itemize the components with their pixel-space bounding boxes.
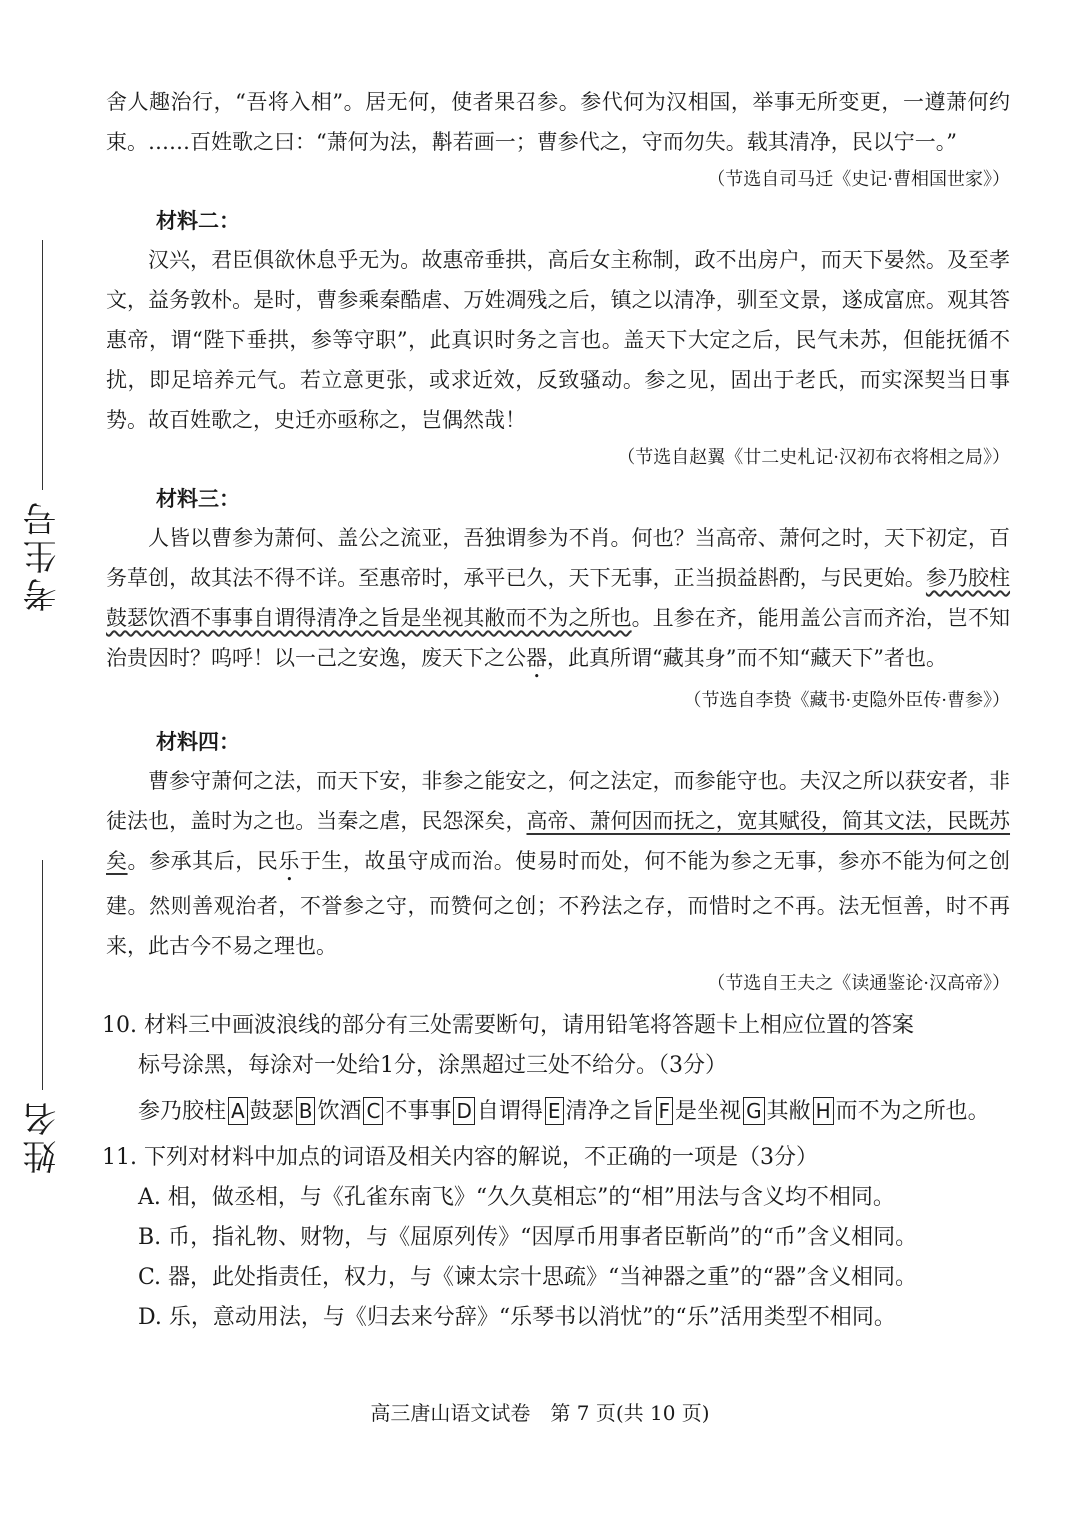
material4-title: 材料四： [156, 730, 240, 754]
page-footer: 高三唐山语文试卷 第 7 页(共 10 页) [370, 1401, 710, 1425]
q10-option-box[interactable]: B [296, 1097, 316, 1125]
q10-option-box[interactable]: A [228, 1097, 248, 1125]
material3-text [106, 518, 1010, 683]
material4-source: （节选自王夫之《读通鉴论·汉高帝》） [707, 973, 1010, 994]
q10-seg-text: 是坐视 [675, 1099, 742, 1124]
material3-text-b: 。且参在齐，能用盖公言而齐治，岂不知治贵因时？呜呼！以一己之安逸，废天下之公 [106, 606, 1010, 670]
q10-option-box[interactable]: D [453, 1097, 474, 1125]
q10-option-box[interactable]: F [656, 1097, 674, 1125]
material2-text: 汉兴，君臣俱欲休息乎无为。故惠帝垂拱，高后女主称制，政不出房户，而天下晏然。及至孝文，益务敦朴。是时，曹参乘秦酷虐、万姓凋残之后，镇之以清净，驯至文景，遂成富庶。观其答惠帝，谓“陛下垂拱，参等守职”，此真识时务之言也。盖天下大定之后，民气未苏，但能抚循不扰，即足培养元气。若立意更张，或求近效，反致骚动。参之见，固出于老氏，而实深契当日事势。故百姓歌之，史迁亦亟称之，岂偶然哉！ [106, 248, 1010, 432]
material4-underlined-passage: 高帝、萧何因而抚之，宽其赋役，简其文法，民既苏矣 [106, 809, 1011, 873]
q10-option-box[interactable]: G [743, 1097, 765, 1125]
q10-option-box[interactable]: H [813, 1097, 834, 1125]
q10-stem-line1: 10. 材料三中画波浪线的部分有三处需要断句，请用铅笔将答题卡上相应位置的答案 [102, 1013, 914, 1038]
q10-seg-tail: 而不为之所也。 [835, 1099, 990, 1124]
name-line [42, 860, 43, 1090]
material3-dotted-word: 器 [526, 646, 547, 670]
material1-source: （节选自司马迁《史记·曹相国世家》） [707, 169, 1010, 190]
material4-text [106, 761, 1010, 966]
q10-option-box[interactable]: C [363, 1097, 383, 1125]
q10-stem-line2: 标号涂黑，每涂对一处给1分，涂黑超过三处不给分。（3分） [138, 1053, 727, 1078]
q10-option-box[interactable]: E [545, 1097, 564, 1125]
q11-option-c: C. 器，此处指责任，权力，与《谏太宗十思疏》“当神器之重”的“器”含义相同。 [138, 1265, 918, 1290]
material4-text-c: 于生，故虽守成而治。使易时而处，何不能为参之无事，参亦不能为何之创建。然则善观治者，不誉参之守，而赞何之创；不矜法之存，而惜时之不再。法无恒善，时不再来，此古今不易之理也。 [106, 849, 1011, 958]
q11-option-a: A. 相，做丞相，与《孔雀东南飞》“久久莫相忘”的“相”用法与含义均不相同。 [138, 1185, 895, 1210]
material4-text-b: 。参承其后，民 [127, 849, 279, 873]
q10-seg-text: 清净之旨 [565, 1099, 654, 1124]
q11-stem: 11. 下列对材料中加点的词语及相关内容的解说，不正确的一项是（3分） [102, 1145, 818, 1170]
q10-seg-text: 不事事 [385, 1099, 452, 1124]
material1-continuation: 舍人趣治行，“吾将入相”。居无何，使者果召参。参代何为汉相国，举事无所变更，一遵萧何约束。……百姓歌之曰：“萧何为法，斠若画一；曹参代之，守而勿失。载其清净，民以宁一。” [106, 90, 1010, 154]
material2-title: 材料二： [156, 209, 240, 233]
q10-seg-text: 鼓瑟 [249, 1099, 294, 1124]
q10-seg-text: 参乃胶柱 [138, 1099, 227, 1124]
material3-source: （节选自李贽《藏书·吏隐外臣传·曹参》） [683, 690, 1010, 711]
material2-source: （节选自赵翼《廿二史札记·汉初布衣将相之局》） [617, 447, 1010, 468]
q10-seg-text: 自谓得 [476, 1099, 543, 1124]
name-label: 姓名 [22, 1098, 63, 1174]
name-field [14, 860, 70, 1174]
material4-dotted-word: 乐 [278, 849, 300, 873]
q11-option-b: B. 币，指礼物、财物，与《屈原列传》“因厚币用事者臣靳尚”的“币”含义相同。 [138, 1225, 918, 1250]
material4-text-a: 曹参守萧何之法，而天下安，非参之能安之，何之法定，而参能守也。夫汉之所以获安者，非徒法也，盖时为之也。当秦之虐，民怨深矣， [106, 769, 1010, 833]
student-id-label: 考生号 [22, 498, 63, 612]
q10-seg-text: 饮酒 [317, 1099, 362, 1124]
exam-page-content [102, 82, 1011, 1338]
material3-text-c: ，此真所谓“藏其身”而不知“藏天下”者也。 [547, 646, 947, 670]
material3-title: 材料三： [156, 487, 240, 511]
material3-wavy-passage: 参乃胶柱鼓瑟饮酒不事事自谓得清净之旨是坐视其敝而不为之所也 [106, 566, 1011, 630]
question-11 [102, 1138, 1010, 1338]
q11-option-d: D. 乐，意动用法，与《归去来兮辞》“乐琴书以消忧”的“乐”活用类型不相同。 [138, 1305, 896, 1330]
q10-segment-line [102, 1090, 1010, 1134]
student-id-line [42, 240, 43, 490]
student-id-field [14, 240, 70, 612]
material3-text-a: 人皆以曹参为萧何、盖公之流亚，吾独谓参为不肖。何也？当高帝、萧何之时，天下初定，百务草创，故其法不得不详。至惠帝时，承平已久，天下无事，正当损益斟酌，与民更始。 [106, 526, 1010, 590]
question-10 [102, 1006, 1010, 1134]
q10-seg-text: 其敝 [766, 1099, 811, 1124]
